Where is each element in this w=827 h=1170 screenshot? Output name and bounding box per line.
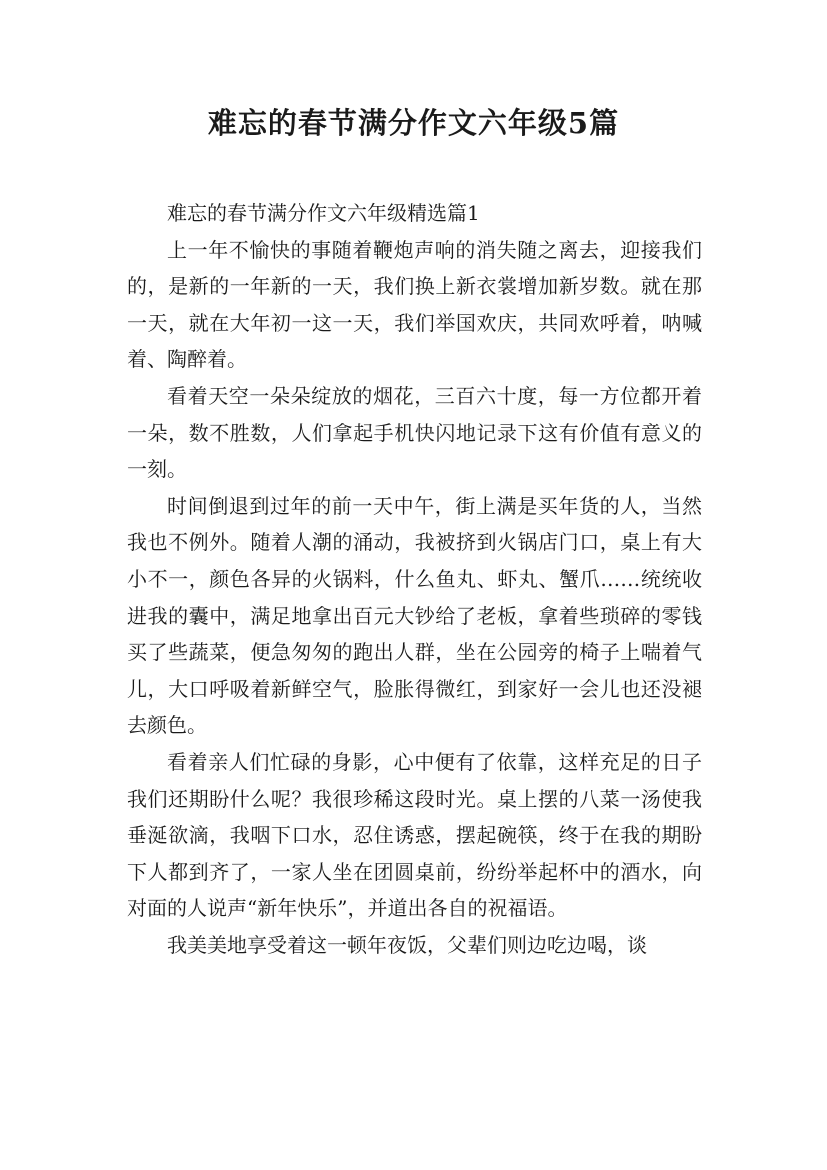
paragraph-4: 看着亲人们忙碌的身影，心中便有了依靠，这样充足的日子我们还期盼什么呢？我很珍稀这段时光。桌上摆的八菜一汤使我垂涎欲滴，我咽下口水，忍住诱惑，摆起碗筷，终于在我的期盼下人都到齐了，一家人坐在团圆桌前，纷纷举起杯中的酒水，向对面的人说声“新年快乐”，并道出各自的祝福语。 <box>127 749 702 921</box>
section-heading: 难忘的春节满分作文六年级精选篇1 <box>167 201 480 225</box>
document-body <box>127 195 702 963</box>
paragraph-2: 看着天空一朵朵绽放的烟花，三百六十度，每一方位都开着一朵，数不胜数，人们拿起手机快闪地记录下这有价值有意义的一刻。 <box>127 383 702 482</box>
paragraph-5: 我美美地享受着这一顿年夜饭，父辈们则边吃边喝，谈 <box>167 932 647 957</box>
paragraph-1: 上一年不愉快的事随着鞭炮声响的消失随之离去，迎接我们的，是新的一年新的一天，我们换上新衣裳增加新岁数。就在那一天，就在大年初一这一天，我们举国欢庆，共同欢呼着，呐喊着、陶醉着。 <box>127 237 702 372</box>
document-title: 难忘的春节满分作文六年级5篇 <box>207 106 620 140</box>
paragraph-3: 时间倒退到过年的前一天中午，街上满是买年货的人，当然我也不例外。随着人潮的涌动，我被挤到火锅店门口，桌上有大小不一，颜色各异的火锅料，什么鱼丸、虾丸、蟹爪……统统收进我的囊中，满足地拿出百元大钞给了老板，拿着些琐碎的零钱买了些蔬菜，便急匆匆的跑出人群，坐在公园旁的椅子上喘着气儿，大口呼吸着新鲜空气，脸胀得微红，到家好一会儿也还没褪去颜色。 <box>127 493 702 738</box>
